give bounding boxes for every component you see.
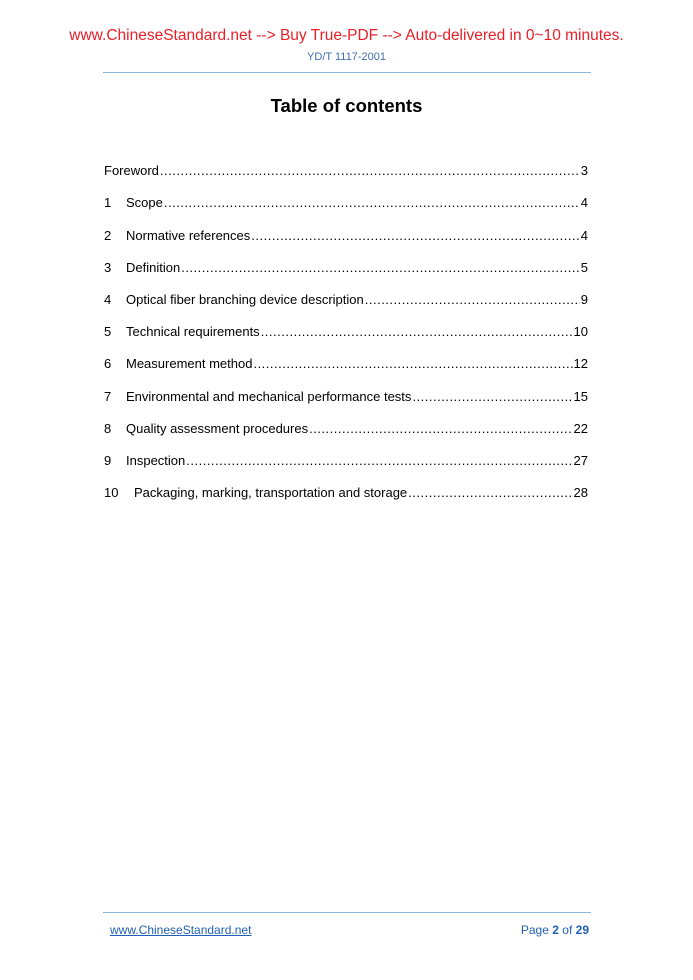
table-of-contents [104, 147, 588, 501]
toc-number: 10 [104, 485, 119, 501]
page-total: 29 [575, 923, 589, 937]
toc-entry-performance-tests[interactable] [104, 372, 588, 404]
toc-page: 10 [573, 324, 588, 340]
toc-leader [412, 389, 572, 405]
toc-number: 3 [104, 259, 112, 275]
toc-page: 28 [573, 485, 588, 501]
toc-page: 9 [580, 291, 588, 307]
toc-page: 4 [580, 227, 588, 243]
toc-leader [164, 195, 580, 211]
toc-label: Foreword [104, 163, 159, 179]
page-current: 2 [552, 923, 559, 937]
footer-divider [103, 912, 591, 913]
toc-page: 5 [580, 259, 588, 275]
header-divider [103, 72, 591, 73]
toc-page: 12 [573, 356, 588, 372]
toc-label: Inspection [126, 452, 186, 468]
toc-page: 15 [573, 388, 588, 404]
toc-leader [181, 260, 580, 276]
toc-number: 9 [104, 452, 112, 468]
page-of: of [562, 923, 573, 937]
toc-entry-normative-references[interactable] [104, 211, 588, 243]
page-title: Table of contents [270, 95, 423, 116]
toc-label: Technical requirements [126, 324, 260, 340]
toc-leader [253, 356, 572, 372]
toc-page: 3 [580, 163, 588, 179]
header-banner: www.ChineseStandard.net --> Buy True-PDF --> Auto-delivered in 0~10 minutes. [69, 27, 624, 44]
toc-label: Scope [126, 195, 163, 211]
toc-leader [160, 163, 580, 179]
toc-number: 7 [104, 388, 112, 404]
toc-number: 4 [104, 291, 112, 307]
toc-page: 27 [573, 452, 588, 468]
toc-page: 4 [580, 195, 588, 211]
toc-leader [365, 292, 580, 308]
toc-number: 5 [104, 324, 112, 340]
toc-leader [186, 453, 572, 469]
toc-entry-device-description[interactable] [104, 276, 588, 308]
toc-entry-scope[interactable] [104, 179, 588, 211]
toc-label: Definition [126, 259, 181, 275]
toc-entry-measurement-method[interactable] [104, 340, 588, 372]
footer-page-indicator [521, 923, 589, 937]
toc-label: Optical fiber branching device description [126, 291, 364, 307]
toc-label: Measurement method [126, 356, 253, 372]
toc-leader [261, 324, 573, 340]
toc-leader [309, 421, 572, 437]
toc-label: Packaging, marking, transportation and storage [134, 485, 408, 501]
toc-entry-packaging[interactable] [104, 469, 588, 501]
page-prefix: Page [520, 923, 549, 937]
toc-entry-quality-assessment[interactable] [104, 405, 588, 437]
toc-number: 8 [104, 420, 112, 436]
document-number: YD/T 1117-2001 [307, 51, 386, 63]
toc-label: Normative references [126, 227, 251, 243]
toc-entry-foreword[interactable] [104, 147, 588, 179]
toc-leader [251, 228, 579, 244]
toc-number: 1 [104, 195, 112, 211]
toc-entry-technical-requirements[interactable] [104, 308, 588, 340]
toc-label: Quality assessment procedures [126, 420, 309, 436]
toc-leader [408, 485, 572, 501]
toc-page: 22 [573, 420, 588, 436]
toc-entry-definition[interactable] [104, 244, 588, 276]
toc-number: 2 [104, 227, 112, 243]
footer-website-link[interactable]: www.ChineseStandard.net [110, 923, 252, 937]
toc-label: Environmental and mechanical performance tests [126, 388, 412, 404]
toc-number: 6 [104, 356, 112, 372]
toc-entry-inspection[interactable] [104, 437, 588, 469]
